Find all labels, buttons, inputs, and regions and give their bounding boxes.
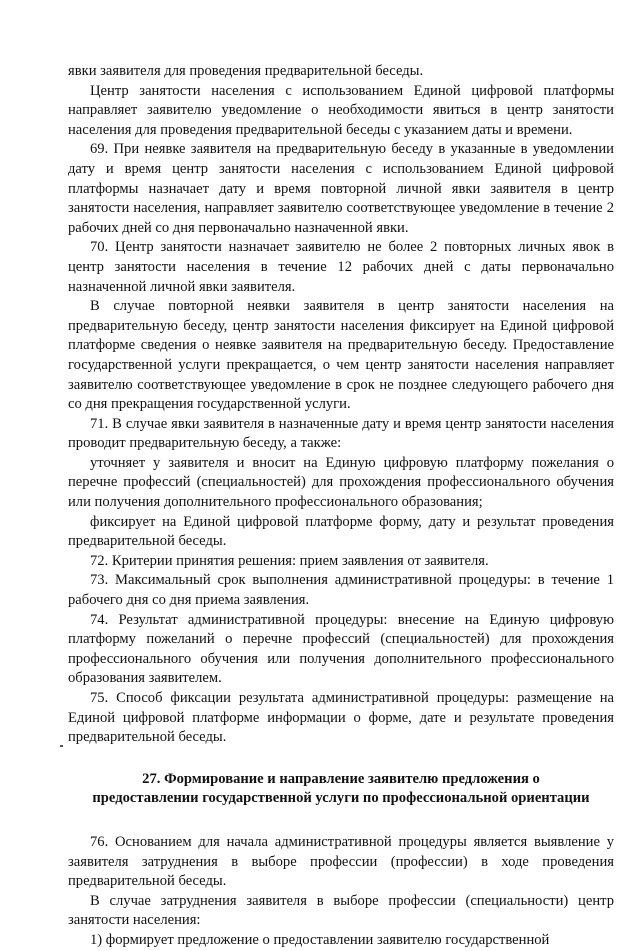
paragraph: В случае затруднения заявителя в выборе профессии (специальности) центр занятости населения: bbox=[68, 892, 614, 929]
paragraphs-top bbox=[68, 62, 614, 748]
paragraph: 76. Основанием для начала административной процедуры является выявление у заявителя затруднения в выборе профессии (профессии) в ходе проведения предварительной беседы. bbox=[68, 833, 614, 890]
paragraph: фиксирует на Единой цифровой платформе форму, дату и результат проведения предварительной беседы. bbox=[68, 513, 614, 550]
paragraph: явки заявителя для проведения предварительной беседы. bbox=[68, 63, 424, 79]
scan-artifact bbox=[60, 745, 63, 747]
paragraph: 73. Максимальный срок выполнения административной процедуры: в течение 1 рабочего дня со дня приема заявления. bbox=[68, 572, 614, 609]
paragraph: 1) формирует предложение о предоставлении заявителю государственной bbox=[90, 931, 550, 948]
section-heading-line: 27. Формирование и направление заявителю предложения о bbox=[142, 770, 540, 787]
section-heading-line: предоставлении государственной услуги по профессиональной ориентации bbox=[92, 790, 590, 807]
paragraph: 70. Центр занятости назначает заявителю не более 2 повторных личных явок в центр занятости населения в течение 12 рабочих дней с даты первоначально назначенной личной явки заявителя. bbox=[68, 239, 614, 295]
paragraph: 71. В случае явки заявителя в назначенные дату и время центр занятости населения проводит предварительную беседу, а также: bbox=[68, 415, 614, 452]
section-heading bbox=[68, 770, 614, 809]
paragraph: 74. Результат административной процедуры: внесение на Единую цифровую платформу пожеланий о перечне профессий (специальностей) для прохождения профессионального обучения или получения дополнительного профессионального образования заявителем. bbox=[68, 611, 614, 687]
paragraph: 69. При неявке заявителя на предварительную беседу в указанные в уведомлении дату и время центр занятости населения с использованием Единой цифровой платформы назначает дату и время повторной личной явки заявителя в центр занятости населения, направляет заявителю соответствующее уведомление в течение 2 рабочих дней со дня первоначально назначенной явки. bbox=[68, 141, 614, 236]
paragraph: Центр занятости населения с использованием Единой цифровой платформы направляет заявителю уведомление о необходимости явиться в центр занятости населения для проведения предварительной беседы с указанием даты и времени. bbox=[68, 82, 614, 138]
paragraph: 75. Способ фиксации результата административной процедуры: размещение на Единой цифровой платформе информации о форме, дате и результате проведения предварительной беседы. bbox=[68, 690, 614, 746]
paragraph: уточняет у заявителя и вносит на Единую цифровую платформу пожелания о перечне профессий (специальностей) для прохождения профессионального обучения или получения дополнительного профессионального образования; bbox=[68, 454, 614, 511]
paragraph: 72. Критерии принятия решения: прием заявления от заявителя. bbox=[90, 552, 489, 569]
paragraphs-bottom bbox=[68, 833, 614, 951]
paragraph: В случае повторной неявки заявителя в центр занятости населения на предварительную беседу, центр занятости населения фиксирует на Единой цифровой платформе сведения о неявке заявителя на предварительную беседу. Предоставление государственной услуги прекращается, о чем центр занятости населения направляет заявителю соответствующее уведомление в срок не позднее следующего рабочего дня со дня прекращения государственной услуги. bbox=[68, 298, 614, 413]
